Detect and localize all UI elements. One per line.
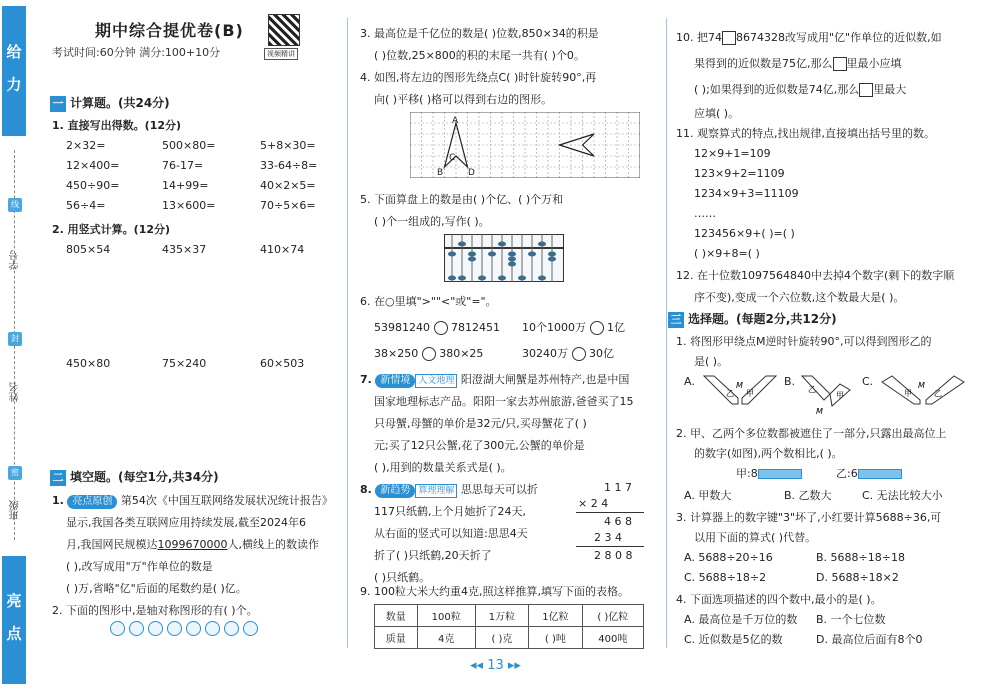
mask-bar	[858, 469, 902, 479]
table-cell[interactable]: ( )克	[475, 627, 528, 649]
svg-text:M: M	[918, 381, 925, 390]
question-line: 8. 新趋势 算理理解 思思每天可以折	[360, 483, 538, 496]
oral-problem: 14+99=	[162, 179, 209, 192]
question-line: 折了( )只纸鹤,20天折了	[374, 549, 492, 562]
compare-circle[interactable]	[590, 321, 604, 335]
question-line: ( )万,省略"亿"后面的尾数约是( )亿。	[66, 582, 247, 595]
rotation-grid-figure	[410, 112, 640, 178]
badge-original: 亮点原创	[67, 495, 117, 509]
qr-code[interactable]	[268, 14, 300, 46]
mask-bar	[758, 469, 802, 479]
section-title: 选择题。(每题2分,共12分)	[688, 312, 837, 326]
oral-problem: 450÷90=	[66, 179, 120, 192]
table-cell: 1亿粒	[529, 605, 582, 627]
pattern-line: 123456×9+( )=( )	[694, 227, 795, 240]
svg-text:乙: 乙	[934, 389, 942, 398]
section-title: 填空题。(每空1分,共34分)	[70, 470, 219, 484]
svg-text:乙: 乙	[726, 389, 734, 398]
option[interactable]: B. 一个七位数	[816, 613, 886, 626]
page-number: ◂◂ 13 ▸▸	[470, 658, 521, 673]
oral-problem: 40×2×5=	[260, 179, 316, 192]
compare-circle[interactable]	[572, 347, 586, 361]
question-line: ( )位数,25×800的积的末尾一共有( )个0。	[374, 49, 585, 62]
question-line: 5. 下面算盘上的数是由( )个亿、( )个万和	[360, 193, 564, 206]
question-line: 4. 下面选项描述的四个数中,最小的是( )。	[676, 593, 882, 606]
strip-top-block: 给 力	[2, 6, 26, 136]
question-line: ( ),改写成用"万"作单位的数是	[66, 560, 213, 573]
table-cell[interactable]: ( )亿粒	[582, 605, 643, 627]
face-icon	[224, 621, 239, 636]
question-line: ( );如果得到的近似数是74亿,那么 里最大	[694, 83, 907, 96]
vertical-calc-line: 1 1 7	[604, 481, 632, 494]
option[interactable]: B. 5688÷18÷18	[816, 551, 905, 564]
vertical-calc-line: 4 6 8	[604, 515, 632, 528]
question-line: ( ),用到的数量关系式是( )。	[374, 461, 512, 474]
option[interactable]: C. 近似数是5亿的数	[684, 633, 783, 646]
oral-problem: 76-17=	[162, 159, 204, 172]
question-line: ( )只纸鹤。	[374, 571, 431, 584]
section-number: 三	[668, 312, 684, 328]
oral-problem: 5+8×30=	[260, 139, 316, 152]
column-divider	[666, 18, 667, 648]
option[interactable]: C. 5688÷18÷2	[684, 571, 767, 584]
question-line: 应填( )。	[694, 107, 740, 120]
compare-item: 53981240 7812451	[374, 321, 500, 334]
question-line: 7. 新情境 人文地理 阳澄湖大闸蟹是苏州特产,也是中国	[360, 373, 630, 386]
table-cell: 400吨	[582, 627, 643, 649]
question-line: 月,我国网民规模达1099670000人,横线上的数读作	[66, 538, 319, 551]
section-heading	[668, 310, 837, 328]
section-heading	[50, 94, 170, 112]
table-cell: 质量	[375, 627, 418, 649]
option-label[interactable]: A.	[684, 375, 695, 388]
table-row	[375, 627, 644, 649]
point-label: B	[437, 168, 444, 178]
table-cell: 100粒	[417, 605, 475, 627]
vertical-problem: 450×80	[66, 357, 111, 370]
section-heading	[50, 468, 219, 486]
page-title: 期中综合提优卷(B)	[95, 21, 244, 40]
pattern-line: 12×9+1=109	[694, 147, 771, 160]
oral-problem: 12×400=	[66, 159, 120, 172]
oral-problem: 56÷4=	[66, 199, 106, 212]
table-row	[375, 605, 644, 627]
oral-problem: 13×600=	[162, 199, 216, 212]
blank-box[interactable]	[859, 83, 873, 97]
student-name-label: 姓名	[10, 382, 21, 402]
option-label[interactable]: B.	[784, 375, 796, 388]
compare-circle[interactable]	[434, 321, 448, 335]
class-label: 班级	[10, 500, 21, 520]
faces-figure	[110, 621, 262, 639]
section-number: 一	[50, 96, 66, 112]
rice-table	[374, 604, 644, 649]
question-line: 元;买了12只公蟹,花了300元,公蟹的单价是	[374, 439, 585, 452]
option[interactable]: D. 5688÷18×2	[816, 571, 899, 584]
table-cell: 4克	[417, 627, 475, 649]
question-line: 果得到的近似数是75亿,那么 里最小应填	[694, 57, 902, 70]
option[interactable]: A. 最高位是千万位的数	[684, 613, 798, 626]
question-line: ( )个一组成的,写作( )。	[374, 215, 490, 228]
table-cell[interactable]: ( )吨	[529, 627, 582, 649]
cut-tag: 线	[8, 198, 22, 212]
face-icon	[148, 621, 163, 636]
option[interactable]: C. 无法比较大小	[862, 489, 943, 502]
face-icon	[186, 621, 201, 636]
pattern-line: ……	[694, 207, 716, 220]
option-figure	[876, 372, 970, 408]
question-line: 向( )平移( )格可以得到右边的图形。	[374, 93, 553, 106]
point-label: D	[468, 168, 475, 178]
section-title: 计算题。(共24分)	[70, 96, 170, 110]
option[interactable]: A. 甲数大	[684, 489, 732, 502]
question-line: 1. 将图形甲绕点M逆时针旋转90°,可以得到图形乙的	[676, 335, 932, 348]
point-label: A	[452, 116, 459, 126]
svg-text:M: M	[816, 407, 823, 416]
exam-info: 考试时间:60分钟 满分:100+10分	[52, 46, 221, 59]
vertical-problem: 410×74	[260, 243, 305, 256]
svg-text:甲: 甲	[746, 389, 754, 398]
compare-circle[interactable]	[422, 347, 436, 361]
calc-rule	[576, 512, 644, 513]
vertical-calc-line: 2 3 4	[594, 531, 622, 544]
blank-box[interactable]	[722, 31, 736, 45]
question-line: 3. 最高位是千亿位的数是( )位数,850×34的积是	[360, 27, 599, 40]
point-label: C	[449, 153, 456, 163]
oral-problem: 70÷5×6=	[260, 199, 316, 212]
option-label[interactable]: C.	[862, 375, 874, 388]
tag-geography: 人文地理	[415, 374, 457, 388]
student-id-label: 学号	[10, 250, 21, 270]
pattern-line: 123×9+2=1109	[694, 167, 785, 180]
masked-number: 甲:8	[736, 466, 802, 481]
svg-text:M: M	[736, 381, 743, 390]
question-line: 序不变),变成一个六位数,这个数最大是( )。	[694, 291, 905, 304]
face-icon	[167, 621, 182, 636]
question-line: 的数字(如图),两个数相比,( )。	[694, 447, 843, 460]
strip-bottom-block: 亮 点	[2, 556, 26, 684]
question-line: 是( )。	[694, 355, 729, 368]
question-line: 9. 100粒大米大约重4克,照这样推算,填写下面的表格。	[360, 585, 629, 598]
question-line: 从右面的竖式可以知道:思思4天	[374, 527, 528, 540]
question-line: 117只纸鹤,上个月她折了24天,	[374, 505, 526, 518]
question-line: 3. 计算器上的数字键"3"坏了,小红要计算5688÷36,可	[676, 511, 942, 524]
vertical-problem: 60×503	[260, 357, 305, 370]
question-line: 只母蟹,母蟹的单价是32元/只,买母蟹花了( )	[374, 417, 587, 430]
netizen-number: 1099670000	[157, 538, 228, 551]
tag-arithmetic: 算理理解	[415, 484, 457, 498]
vertical-problem: 435×37	[162, 243, 207, 256]
compare-item: 30240万 30亿	[522, 347, 614, 360]
qr-label: 视频精讲	[264, 48, 298, 60]
table-cell: 1万粒	[475, 605, 528, 627]
table-cell: 数量	[375, 605, 418, 627]
pattern-line: 1234×9+3=11109	[694, 187, 799, 200]
svg-text:乙: 乙	[808, 385, 816, 394]
question-line: 2. 下面的图形中,是轴对称图形的有( )个。	[52, 604, 258, 617]
svg-text:甲: 甲	[904, 389, 912, 398]
pattern-line: ( )×9+8=( )	[694, 247, 760, 260]
question-title: 1. 直接写出得数。(12分)	[52, 119, 182, 132]
binding-strip	[0, 0, 30, 690]
blank-box[interactable]	[833, 57, 847, 71]
calc-rule	[576, 546, 644, 547]
vertical-calc-line: × 2 4	[578, 497, 609, 510]
question-line: 1. 亮点原创 第54次《中国互联网络发展状况统计报告》	[52, 494, 333, 507]
oral-problem: 500×80=	[162, 139, 216, 152]
question-line: 11. 观察算式的特点,找出规律,直接填出括号里的数。	[676, 127, 935, 140]
face-icon	[243, 621, 258, 636]
svg-text:甲: 甲	[836, 391, 844, 400]
section-number: 二	[50, 470, 66, 486]
face-icon	[205, 621, 220, 636]
masked-number: 乙:6	[836, 466, 902, 481]
compare-item: 10个1000万 1亿	[522, 321, 625, 334]
column-divider	[347, 18, 348, 648]
vertical-problem: 75×240	[162, 357, 207, 370]
option-figure	[698, 372, 782, 408]
oral-problem: 2×32=	[66, 139, 106, 152]
question-line: 4. 如图,将左边的图形先绕点C( )时针旋转90°,再	[360, 71, 597, 84]
question-line: 显示,我国各类互联网应用持续发展,截至2024年6	[66, 516, 306, 529]
option[interactable]: B. 乙数大	[784, 489, 832, 502]
option[interactable]: D. 最高位后面有8个0	[816, 633, 923, 646]
face-icon	[129, 621, 144, 636]
face-icon	[110, 621, 125, 636]
vertical-calc-line: 2 8 0 8	[594, 549, 633, 562]
badge-new-trend: 新趋势	[375, 484, 415, 498]
cut-tag: 封	[8, 332, 22, 346]
option[interactable]: A. 5688÷20÷16	[684, 551, 773, 564]
next-page-icon[interactable]: ▸▸	[507, 658, 521, 673]
cut-tag: 密	[8, 466, 22, 480]
question-line: 以用下面的算式( )代替。	[694, 531, 817, 544]
question-line: 2. 甲、乙两个多位数都被遮住了一部分,只露出最高位上	[676, 427, 947, 440]
badge-new-situation: 新情境	[375, 374, 415, 388]
oral-problem: 33-64÷8=	[260, 159, 318, 172]
prev-page-icon[interactable]: ◂◂	[470, 658, 484, 673]
question-title: 2. 用竖式计算。(12分)	[52, 223, 171, 236]
option-figure	[796, 372, 866, 418]
vertical-problem: 805×54	[66, 243, 111, 256]
question-line: 6. 在○里填">""<"或"="。	[360, 295, 497, 308]
question-line: 10. 把74 8674328改写成用"亿"作单位的近似数,如	[676, 31, 942, 44]
question-line: 12. 在十位数1097564840中去掉4个数字(剩下的数字顺	[676, 269, 955, 282]
abacus-figure	[444, 234, 564, 282]
compare-item: 38×250 380×25	[374, 347, 484, 360]
question-line: 国家地理标志产品。阳阳一家去苏州旅游,爸爸买了15	[374, 395, 634, 408]
